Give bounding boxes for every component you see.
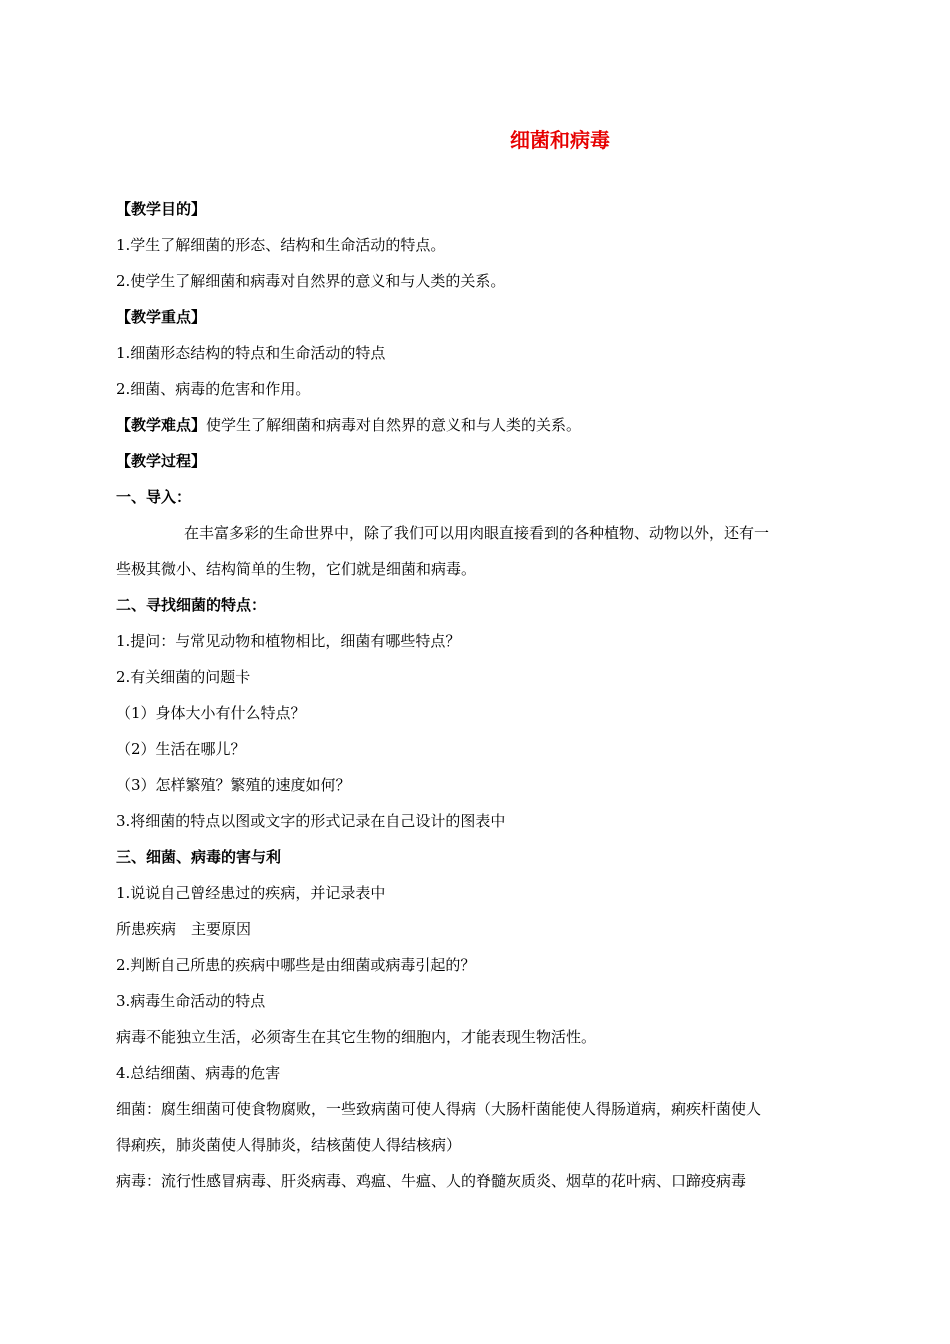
harm-item-4: 4.总结细菌、病毒的危害	[116, 1064, 281, 1082]
bacteria-line-2: 得痢疾，肺炎菌使人得肺炎，结核菌使人得结核病）	[116, 1136, 462, 1154]
difficulty-line	[116, 416, 838, 434]
find-item-1: 1.提问：与常见动物和植物相比，细菌有哪些特点？	[116, 632, 461, 650]
harm-item-2: 2.判断自己所患的疾病中哪些是由细菌或病毒引起的？	[116, 956, 476, 974]
harm-item-3-text: 病毒不能独立生活，必须寄生在其它生物的细胞内，才能表现生物活性。	[116, 1028, 597, 1046]
document-body	[116, 200, 838, 1190]
bacteria-line-1: 细菌：腐生细菌可使食物腐败，一些致病菌可使人得病（大肠杆菌能使人得肠道病，痢疾杆菌使人	[116, 1100, 762, 1118]
intro-heading: 一、导入：	[116, 488, 192, 506]
find-question-1: （1）身体大小有什么特点？	[116, 704, 306, 722]
find-item-2: 2.有关细菌的问题卡	[116, 668, 251, 686]
harm-heading: 三、细菌、病毒的害与利	[116, 848, 282, 866]
intro-paragraph-line-1: 在丰富多彩的生命世界中，除了我们可以用肉眼直接看到的各种植物、动物以外，还有一	[184, 524, 770, 542]
objective-item-1: 1.学生了解细菌的形态、结构和生命活动的特点。	[116, 236, 446, 254]
harm-item-1: 1.说说自己曾经患过的疾病，并记录表中	[116, 884, 386, 902]
virus-line-1: 病毒：流行性感冒病毒、肝炎病毒、鸡瘟、牛瘟、人的脊髓灰质炎、烟草的花叶病、口蹄疫病毒	[116, 1172, 747, 1190]
objective-item-2: 2.使学生了解细菌和病毒对自然界的意义和与人类的关系。	[116, 272, 506, 290]
key-item-2: 2.细菌、病毒的危害和作用。	[116, 380, 311, 398]
find-question-3: （3）怎样繁殖？繁殖的速度如何？	[116, 776, 351, 794]
harm-table-header: 所患疾病 主要原因	[116, 920, 252, 938]
find-heading: 二、寻找细菌的特点：	[116, 596, 267, 614]
process-heading: 【教学过程】	[116, 452, 207, 470]
find-question-2: （2）生活在哪儿？	[116, 740, 246, 758]
harm-item-3: 3.病毒生命活动的特点	[116, 992, 266, 1010]
intro-paragraph-line-2: 些极其微小、结构简单的生物，它们就是细菌和病毒。	[116, 560, 477, 578]
find-item-3: 3.将细菌的特点以图或文字的形式记录在自己设计的图表中	[116, 812, 506, 830]
key-item-1: 1.细菌形态结构的特点和生命活动的特点	[116, 344, 386, 362]
difficulty-heading: 【教学难点】	[116, 416, 207, 434]
difficulty-text: 使学生了解细菌和病毒对自然界的意义和与人类的关系。	[206, 416, 582, 434]
key-heading: 【教学重点】	[116, 308, 207, 326]
objective-heading: 【教学目的】	[116, 200, 207, 218]
document-title: 细菌和病毒	[510, 128, 610, 152]
